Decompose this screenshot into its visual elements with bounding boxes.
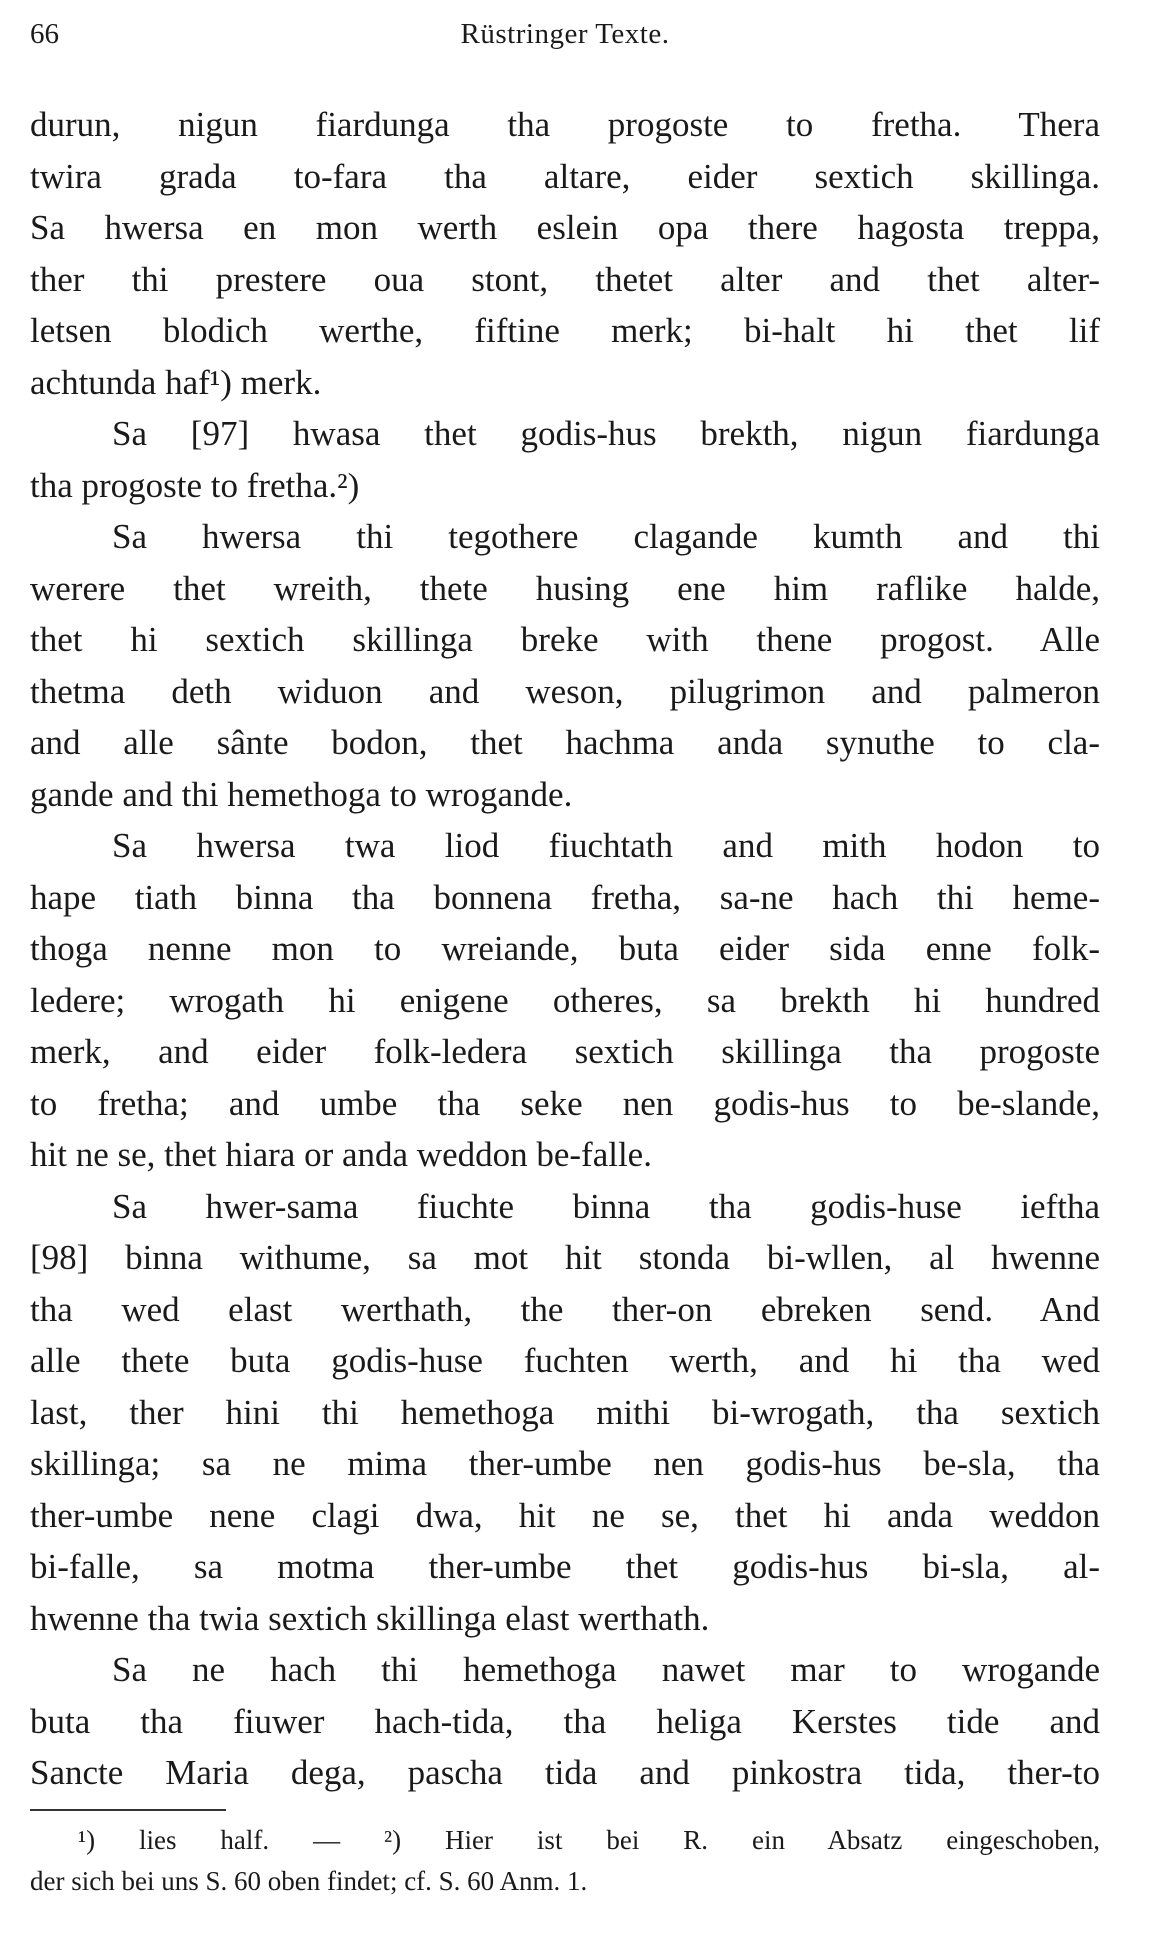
text-line: Sa hwersa thi tegothere clagande kumth and thi bbox=[112, 517, 1100, 556]
page-header bbox=[30, 18, 1100, 62]
paragraph bbox=[30, 1644, 1100, 1799]
text-line: ther-umbe nene clagi dwa, hit ne se, thet hi anda weddon bbox=[30, 1495, 1100, 1535]
paragraph bbox=[30, 820, 1100, 1181]
text-line: werere thet wreith, thete husing ene him raflike halde, bbox=[30, 568, 1100, 608]
text-line: Sa [97] hwasa thet godis-hus brekth, nigun fiardunga bbox=[112, 414, 1100, 453]
text-line: thoga nenne mon to wreiande, buta eider sida enne folk- bbox=[30, 929, 1100, 968]
text-line: and alle sânte bodon, thet hachma anda synuthe to cla- bbox=[30, 723, 1100, 762]
text-line: tha progoste to fretha.²) bbox=[30, 465, 360, 505]
paragraph bbox=[30, 99, 1100, 408]
paragraph bbox=[30, 1181, 1100, 1645]
text-line: hape tiath binna tha bonnena fretha, sa-ne hach thi heme- bbox=[30, 877, 1100, 917]
text-line: bi-falle, sa motma ther-umbe thet godis-hus bi-sla, al- bbox=[30, 1547, 1100, 1586]
text-line: gande and thi hemethoga to wrogande. bbox=[30, 774, 573, 814]
paragraph bbox=[30, 511, 1100, 820]
text-line: Sancte Maria dega, pascha tida and pinkostra tida, ther-to bbox=[30, 1753, 1100, 1792]
text-line: thet hi sextich skillinga breke with thene progost. Alle bbox=[30, 620, 1100, 659]
text-line: to fretha; and umbe tha seke nen godis-hus to be-slande, bbox=[30, 1083, 1100, 1123]
text-line: skillinga; sa ne mima ther-umbe nen godis-hus be-sla, tha bbox=[30, 1444, 1100, 1483]
text-line: merk, and eider folk-ledera sextich skillinga tha progoste bbox=[30, 1032, 1100, 1071]
footnote-line: ¹) lies half. — ²) Hier ist bei R. ein Absatz eingeschoben, bbox=[78, 1825, 1100, 1855]
text-line: Sa hwersa twa liod fiuchtath and mith hodon to bbox=[112, 826, 1100, 865]
footnote-line: der sich bei uns S. 60 oben findet; cf. S. 60 Anm. 1. bbox=[30, 1866, 588, 1896]
footnote-divider bbox=[30, 1809, 226, 1811]
paragraph bbox=[30, 408, 1100, 511]
body-text bbox=[30, 99, 1100, 1799]
text-line: alle thete buta godis-huse fuchten werth, and hi tha wed bbox=[30, 1341, 1100, 1380]
text-line: thetma deth widuon and weson, pilugrimon and palmeron bbox=[30, 671, 1100, 711]
text-line: ther thi prestere oua stont, thetet alter and thet alter- bbox=[30, 259, 1100, 299]
text-line: Sa hwer-sama fiuchte binna tha godis-huse ieftha bbox=[112, 1186, 1100, 1226]
text-line: tha wed elast werthath, the ther-on ebreken send. And bbox=[30, 1289, 1100, 1329]
footnotes bbox=[30, 1820, 1100, 1902]
running-title: Rüstringer Texte. bbox=[460, 18, 670, 50]
text-line: Sa hwersa en mon werth eslein opa there hagosta treppa, bbox=[30, 208, 1100, 247]
text-line: buta tha fiuwer hach-tida, tha heliga Kerstes tide and bbox=[30, 1701, 1100, 1741]
text-line: hit ne se, thet hiara or anda weddon be-falle. bbox=[30, 1135, 652, 1174]
text-line: durun, nigun fiardunga tha progoste to fretha. Thera bbox=[30, 105, 1100, 144]
page-number: 66 bbox=[30, 18, 59, 50]
text-line: twira grada to-fara tha altare, eider sextich skillinga. bbox=[30, 156, 1100, 196]
text-line: last, ther hini thi hemethoga mithi bi-wrogath, tha sextich bbox=[30, 1392, 1100, 1432]
text-line: hwenne tha twia sextich skillinga elast werthath. bbox=[30, 1598, 710, 1638]
text-line: Sa ne hach thi hemethoga nawet mar to wrogande bbox=[112, 1650, 1100, 1689]
text-line: letsen blodich werthe, fiftine merk; bi-halt hi thet lif bbox=[30, 311, 1100, 350]
text-line: ledere; wrogath hi enigene otheres, sa brekth hi hundred bbox=[30, 980, 1100, 1020]
text-line: achtunda haf¹) merk. bbox=[30, 362, 322, 402]
text-line: [98] binna withume, sa mot hit stonda bi-wllen, al hwenne bbox=[30, 1238, 1100, 1277]
